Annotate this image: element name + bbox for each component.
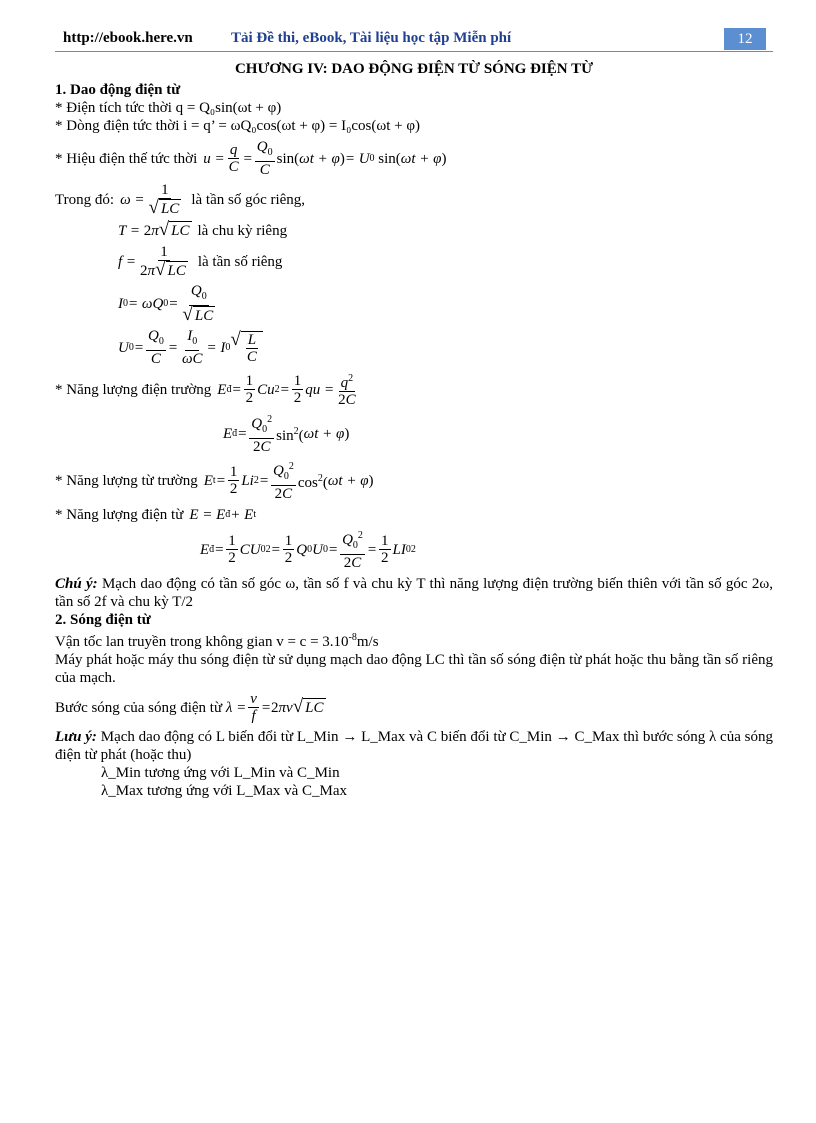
u0-formula: U 0 = $Q_0$ C = $I_0$ ωC = I 0 √ L C — [118, 328, 263, 367]
speed-text: Vận tốc lan truyền trong không gian v = c = 3.10 — [55, 634, 349, 650]
note-2 — [55, 728, 773, 764]
period-line — [55, 221, 773, 240]
freq-formula: f = 1 2π √ LC — [118, 244, 186, 280]
em-line-2 — [55, 528, 773, 571]
i0-formula: I 0 = ωQ 0 = $Q_0$ √ LC — [118, 283, 214, 325]
speed-unit: m/s — [356, 634, 379, 650]
page-header — [63, 30, 766, 52]
m-field-formula: E t = 1 2 Li 2 = $Q_0^2$ 2C $\cos^2$( ωt + φ ) — [203, 461, 374, 502]
e-field-label: * Năng lượng điện trường — [55, 381, 212, 398]
current-line: * Dòng điện tức thời i = q’ = ωQ₀cos(ωt + φ) = I₀cos(ωt + φ) — [55, 118, 421, 134]
m-field-line — [55, 459, 773, 502]
page-number: 12 — [724, 28, 766, 50]
section-1-title: 1. Dao động điện từ — [55, 82, 181, 98]
note-2-text: Mạch dao động có L biến đổi từ L_Min → L_Max và C biến đổi từ C_Min → C_Max thì bước sóng λ của sóng điện từ phát (hoặc thu) — [55, 729, 773, 763]
chapter-title: CHƯƠNG IV: DAO ĐỘNG ĐIỆN TỪ SÓNG ĐIỆN TỪ — [234, 61, 594, 77]
note-2-label: Lưu ý: — [55, 729, 97, 745]
section-2-paragraph: Máy phát hoặc máy thu sóng điện từ sử dụng mạch dao động LC thì tần số sóng điện từ phát hoặc thu bằng tần số riêng của mạch. — [55, 652, 773, 686]
freq-line — [55, 244, 773, 279]
lambda-max-line: λ_Max tương ứng với L_Max và C_Max — [101, 783, 348, 799]
voltage-label: * Hiệu điện thế tức thời — [55, 150, 198, 167]
page-content — [55, 60, 773, 800]
e-field-formula-2: E đ = $Q_0^2$ 2C $\sin^2$( ωt + φ ) — [223, 414, 350, 455]
charge-line: * Điện tích tức thời q = Q₀sin(ωt + φ) — [55, 100, 282, 116]
u0-line — [55, 328, 773, 367]
omega-formula: ω = 1 √ LC — [120, 182, 180, 218]
where-label: Trong đó: — [55, 191, 115, 208]
wavelength-formula: λ = v f = 2 πv √ LC — [222, 691, 324, 724]
note-1-label: Chú ý: — [55, 576, 98, 592]
wavelength-label: Bước sóng của sóng điện từ — [55, 699, 223, 716]
wavelength-line — [55, 691, 773, 724]
m-field-label: * Năng lượng từ trường — [55, 472, 198, 489]
note-1-text: Mạch dao động có tần số góc ω, tần số f và chu kỳ T thì năng lượng điện trường biến thiên với tần số góc 2ω, tần số 2f và chu kỳ T/2 — [55, 576, 774, 610]
e-field-line — [55, 371, 773, 408]
header-url[interactable]: http://ebook.here.vn — [63, 30, 193, 46]
note-1 — [55, 575, 773, 611]
header-divider — [55, 51, 773, 52]
em-label: * Năng lượng điện từ — [55, 507, 184, 523]
voltage-line — [55, 139, 773, 178]
i0-line — [55, 283, 773, 324]
voltage-formula: u = q C = $Q_0$ C sin( ωt + φ ) = U 0 sin( ωt + φ ) — [203, 139, 447, 178]
period-formula: T = 2 π √ LC — [118, 219, 190, 240]
speed-exponent: -8 — [348, 632, 357, 643]
e-field-formula: E đ = 1 2 Cu 2 = 1 2 qu = $q^2$ 2C — [217, 373, 356, 408]
lambda-min-line: λ_Min tương ứng với L_Min và C_Min — [101, 765, 340, 781]
e-field-line-2 — [55, 412, 773, 455]
em-line — [55, 506, 773, 524]
freq-desc: là tần số riêng — [197, 253, 283, 270]
omega-desc: là tần số góc riêng, — [191, 191, 306, 208]
period-desc: là chu kỳ riêng — [197, 222, 288, 239]
header-tagline: Tải Đề thi, eBook, Tài liệu học tập Miễn phí — [231, 30, 512, 46]
em-formula: E = E đ + E t — [189, 507, 257, 523]
em-formula-2: E đ = 1 2 CU 0 2 = 1 2 Q 0 U 0 = $Q_0^2$ 2C = 1 2 LI 0 2 — [200, 530, 416, 571]
omega-line — [55, 182, 773, 217]
speed-line — [55, 629, 773, 651]
section-2-title: 2. Sóng điện từ — [55, 612, 151, 628]
